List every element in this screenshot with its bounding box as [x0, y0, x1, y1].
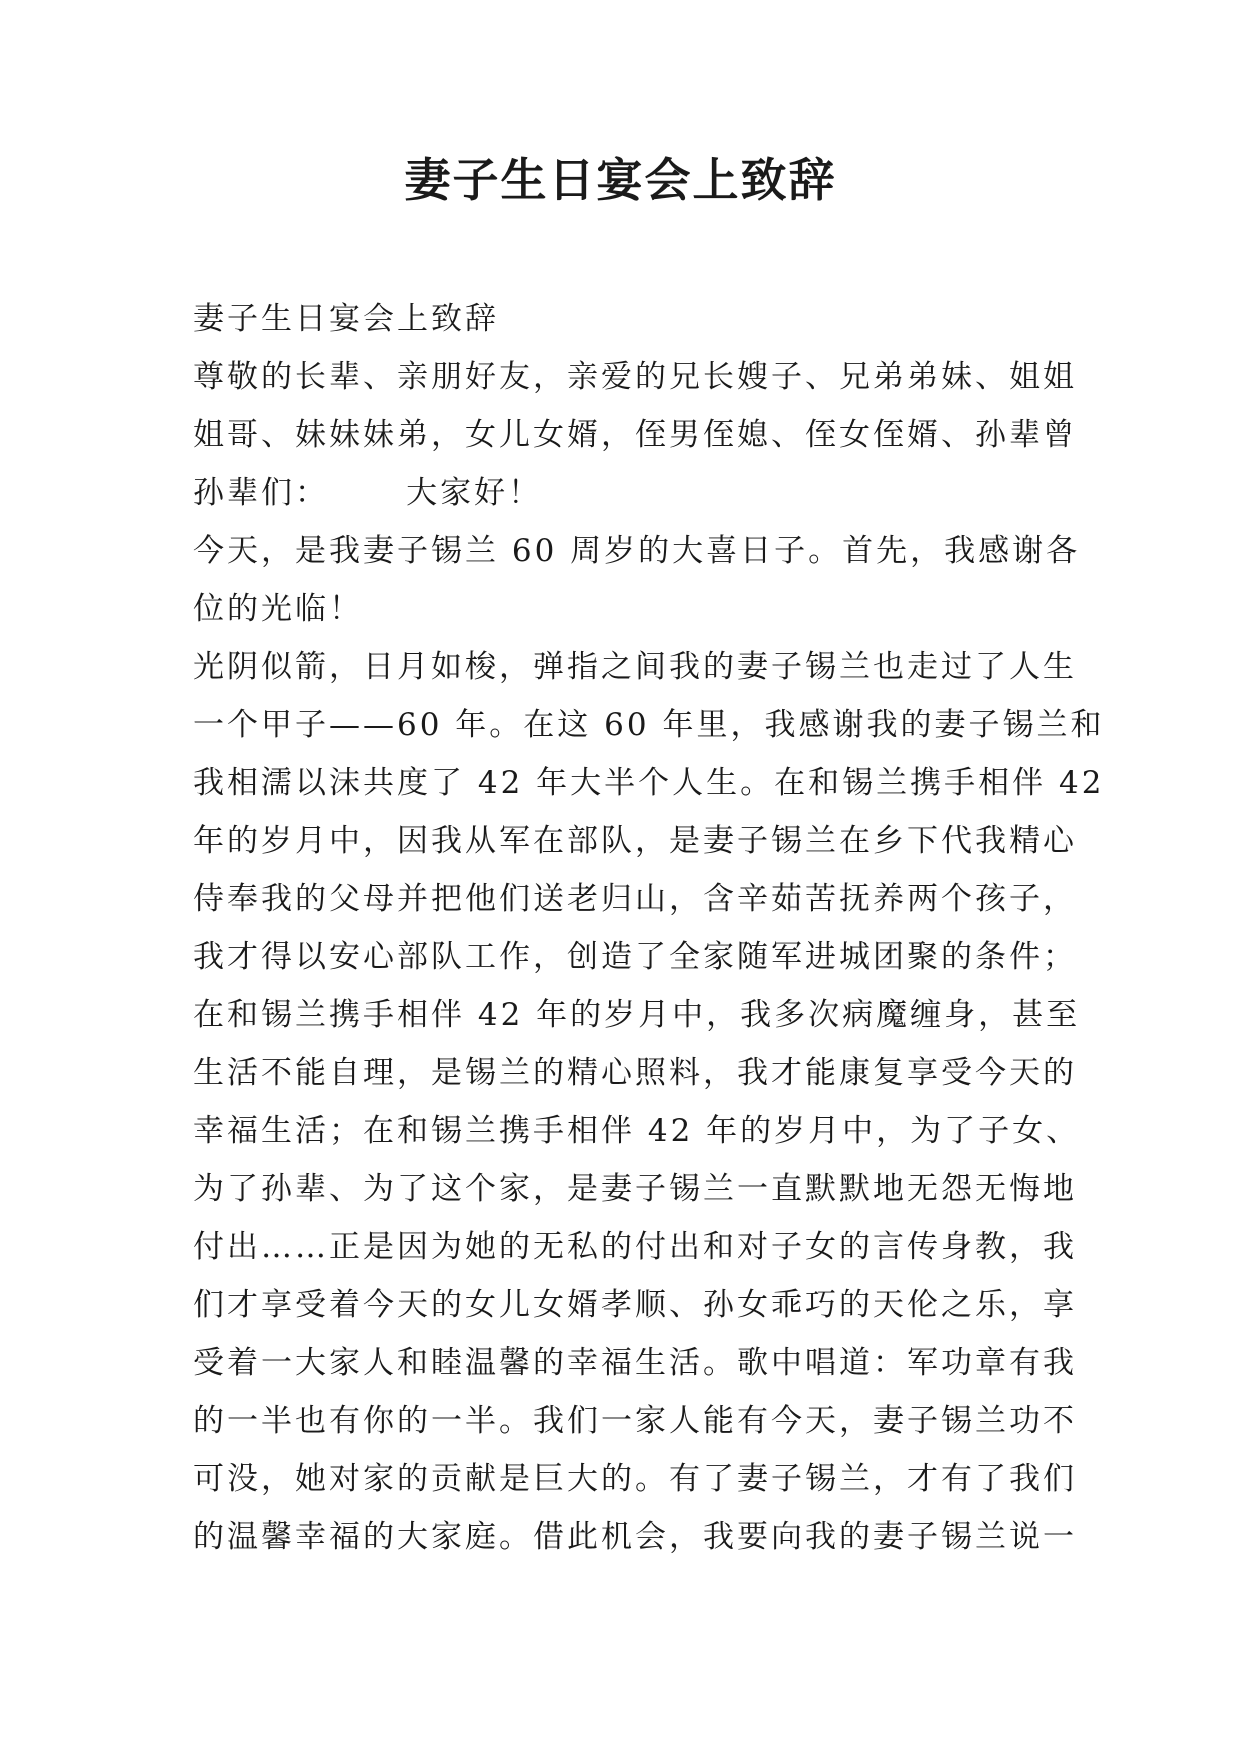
body-line: 的一半也有你的一半。我们一家人能有今天，妻子锡兰功不 — [193, 1403, 1077, 1439]
document-body — [193, 290, 1105, 1566]
body-line: 侍奉我的父母并把他们送老归山，含辛茹苦抚养两个孩子， — [193, 881, 1077, 917]
body-line: 年的岁月中，因我从军在部队，是妻子锡兰在乡下代我精心 — [193, 823, 1077, 859]
body-line: 妻子生日宴会上致辞 — [193, 301, 499, 337]
body-line: 生活不能自理，是锡兰的精心照料，我才能康复享受今天的 — [193, 1055, 1077, 1091]
body-line: 我相濡以沫共度了 42 年大半个人生。在和锡兰携手相伴 42 — [193, 765, 1105, 801]
body-line: 付出……正是因为她的无私的付出和对子女的言传身教，我 — [193, 1229, 1077, 1265]
body-line: 在和锡兰携手相伴 42 年的岁月中，我多次病魔缠身，甚至 — [193, 997, 1081, 1033]
body-line: 一个甲子——60 年。在这 60 年里，我感谢我的妻子锡兰和 — [193, 707, 1105, 743]
body-line: 位的光临！ — [193, 591, 363, 627]
body-line: 我才得以安心部队工作，创造了全家随军进城团聚的条件； — [193, 939, 1077, 975]
body-line: 尊敬的长辈、亲朋好友，亲爱的兄长嫂子、兄弟弟妹、姐姐 — [193, 359, 1077, 395]
body-line: 今天，是我妻子锡兰 60 周岁的大喜日子。首先，我感谢各 — [193, 533, 1081, 569]
body-line: 受着一大家人和睦温馨的幸福生活。歌中唱道：军功章有我 — [193, 1345, 1077, 1381]
body-line: 幸福生活；在和锡兰携手相伴 42 年的岁月中，为了子女、 — [193, 1113, 1081, 1149]
body-line: 的温馨幸福的大家庭。借此机会，我要向我的妻子锡兰说一 — [193, 1519, 1077, 1555]
body-line: 们才享受着今天的女儿女婿孝顺、孙女乖巧的天伦之乐，享 — [193, 1287, 1077, 1323]
body-line: 光阴似箭，日月如梭，弹指之间我的妻子锡兰也走过了人生 — [193, 649, 1077, 685]
body-line: 姐哥、妹妹妹弟，女儿女婿，侄男侄媳、侄女侄婿、孙辈曾 — [193, 417, 1077, 453]
body-line: 孙辈们： 大家好！ — [193, 475, 543, 511]
body-line: 可没，她对家的贡献是巨大的。有了妻子锡兰，才有了我们 — [193, 1461, 1077, 1497]
document-title: 妻子生日宴会上致辞 — [404, 153, 837, 207]
body-line: 为了孙辈、为了这个家，是妻子锡兰一直默默地无怨无悔地 — [193, 1171, 1077, 1207]
